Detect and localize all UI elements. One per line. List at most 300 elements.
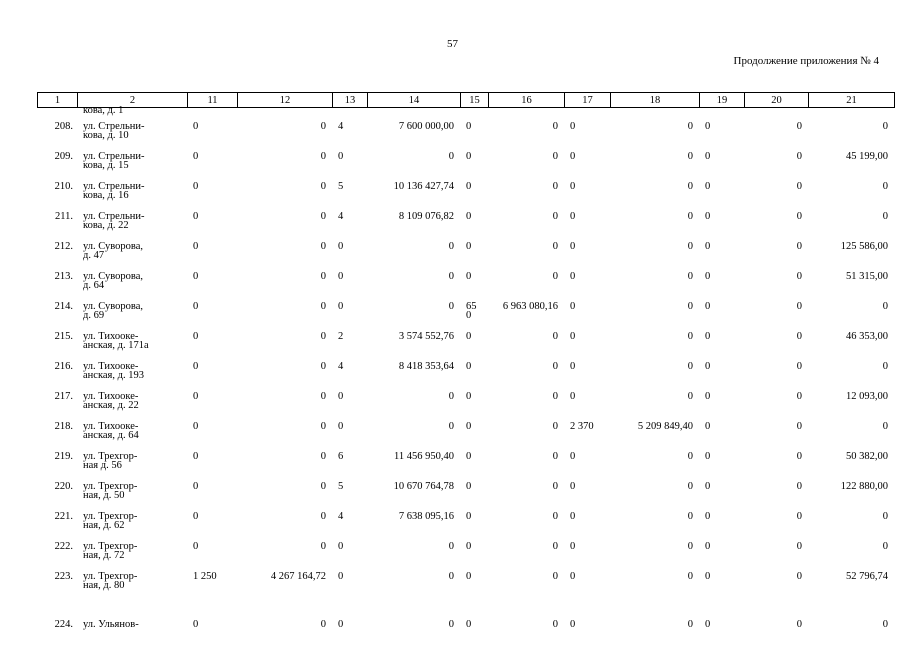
- cell-col-21: 0: [882, 181, 888, 192]
- address-line-2: анская, д. 171а: [83, 340, 149, 351]
- cell-col-15-line-1: 0: [466, 571, 472, 582]
- address-line-2: кова, д. 10: [83, 130, 129, 141]
- table-row: [37, 210, 894, 240]
- cell-col-15: [460, 618, 488, 648]
- cell-col-17: 0: [570, 361, 576, 372]
- cell-col-16: 0: [552, 451, 558, 462]
- cell-col-15: [460, 540, 488, 570]
- column-header: 21: [809, 93, 895, 108]
- cell-col-19: 0: [705, 361, 711, 372]
- cell-col-15-line-1: 0: [466, 181, 472, 192]
- cell-col-21: 0: [882, 211, 888, 222]
- cell-col-18: 0: [687, 241, 693, 252]
- cell-col-17: 2 370: [570, 421, 594, 432]
- table-row: [37, 618, 894, 648]
- cell-col-12: 0: [320, 211, 326, 222]
- cell-col-21: 52 796,74: [846, 571, 888, 582]
- cell-col-13: 0: [338, 151, 344, 162]
- row-number: 212.: [54, 241, 73, 252]
- column-header: 20: [745, 93, 809, 108]
- cell-col-16: 0: [552, 619, 558, 630]
- cell-col-12: 0: [320, 301, 326, 312]
- cell-col-17: 0: [570, 511, 576, 522]
- address-line-2: кова, д. 15: [83, 160, 129, 171]
- address-cell: [77, 570, 187, 618]
- cell-col-13: 0: [338, 421, 344, 432]
- cell-col-12: 0: [320, 241, 326, 252]
- address-cell: [77, 360, 187, 390]
- column-header: 14: [368, 93, 461, 108]
- cell-col-17: 0: [570, 241, 576, 252]
- cell-col-14: 10 670 764,78: [393, 481, 454, 492]
- cell-col-11: 0: [193, 481, 199, 492]
- cell-col-20: 0: [796, 271, 802, 282]
- cell-col-12: 0: [320, 181, 326, 192]
- cell-col-17: 0: [570, 481, 576, 492]
- cell-col-16: 0: [552, 271, 558, 282]
- cell-col-21: 0: [882, 421, 888, 432]
- address-line-1: ул. Тихооке-: [83, 391, 139, 402]
- cell-col-15-line-1: 0: [466, 241, 472, 252]
- cell-col-13: 4: [338, 121, 344, 132]
- cell-col-14: 3 574 552,76: [398, 331, 454, 342]
- column-header: 13: [333, 93, 368, 108]
- cell-col-15: [460, 300, 488, 330]
- cell-col-11: 0: [193, 241, 199, 252]
- cell-col-17: 0: [570, 541, 576, 552]
- cell-col-19: 0: [705, 421, 711, 432]
- cell-col-16: 0: [552, 211, 558, 222]
- table-row: [37, 390, 894, 420]
- cell-col-15: [460, 420, 488, 450]
- cell-col-14: 0: [448, 421, 454, 432]
- cell-col-11: 0: [193, 511, 199, 522]
- address-line-1: ул. Трехгор-: [83, 481, 138, 492]
- cell-col-17: 0: [570, 331, 576, 342]
- cell-col-11: 0: [193, 361, 199, 372]
- cell-col-21: 50 382,00: [846, 451, 888, 462]
- cell-col-18: 0: [687, 181, 693, 192]
- cell-col-11: 0: [193, 181, 199, 192]
- row-number: 218.: [54, 421, 73, 432]
- row-number: 223.: [54, 571, 73, 582]
- cell-col-15-line-2: 0: [466, 310, 472, 321]
- cell-col-15-line-1: 0: [466, 451, 472, 462]
- row-number: 213.: [54, 271, 73, 282]
- cell-col-20: 0: [796, 121, 802, 132]
- cell-col-14: 7 600 000,00: [398, 121, 454, 132]
- cell-col-12: 0: [320, 391, 326, 402]
- cell-col-20: 0: [796, 481, 802, 492]
- cell-col-18: 0: [687, 331, 693, 342]
- table-row: [37, 270, 894, 300]
- row-number: 209.: [54, 151, 73, 162]
- cell-col-16: 0: [552, 541, 558, 552]
- cell-col-14: 0: [448, 391, 454, 402]
- cell-col-17: 0: [570, 571, 576, 582]
- cell-col-14: 0: [448, 571, 454, 582]
- cell-col-13: 4: [338, 511, 344, 522]
- cell-col-18: 0: [687, 481, 693, 492]
- cell-col-14: 10 136 427,74: [393, 181, 454, 192]
- address-line-1: ул. Тихооке-: [83, 331, 139, 342]
- table-row: [37, 420, 894, 450]
- cell-col-11: 0: [193, 211, 199, 222]
- continuation-row: [37, 106, 894, 120]
- address-line-2: анская, д. 193: [83, 370, 144, 381]
- cell-col-11: 0: [193, 619, 199, 630]
- cell-col-21: 0: [882, 301, 888, 312]
- cell-col-13: 6: [338, 451, 344, 462]
- cell-col-11: 0: [193, 301, 199, 312]
- row-number: 221.: [54, 511, 73, 522]
- column-header: 2: [78, 93, 188, 108]
- cell-col-16: 0: [552, 331, 558, 342]
- cell-col-15: [460, 390, 488, 420]
- cell-col-15: [460, 180, 488, 210]
- cell-col-14: 0: [448, 241, 454, 252]
- cell-col-20: 0: [796, 541, 802, 552]
- cell-col-17: 0: [570, 181, 576, 192]
- cell-col-15-line-1: 0: [466, 511, 472, 522]
- cell-col-11: 0: [193, 151, 199, 162]
- cell-col-16: 0: [552, 241, 558, 252]
- cell-col-18: 0: [687, 301, 693, 312]
- address-line-2: анская, д. 64: [83, 430, 139, 441]
- cell-col-19: 0: [705, 511, 711, 522]
- cell-col-13: 0: [338, 619, 344, 630]
- cell-col-13: 0: [338, 241, 344, 252]
- cell-col-15: [460, 270, 488, 300]
- cell-col-21: 0: [882, 361, 888, 372]
- cell-col-13: 0: [338, 541, 344, 552]
- cell-col-17: 0: [570, 301, 576, 312]
- table-row: [37, 120, 894, 150]
- cell-col-13: 4: [338, 361, 344, 372]
- cell-col-12: 0: [320, 451, 326, 462]
- cell-col-19: 0: [705, 619, 711, 630]
- cell-col-15: [460, 330, 488, 360]
- cell-col-17: 0: [570, 619, 576, 630]
- table-row: [37, 480, 894, 510]
- column-header: 1: [38, 93, 78, 108]
- cell-col-15-line-1: 0: [466, 121, 472, 132]
- table-row: [37, 510, 894, 540]
- cell-col-14: 0: [448, 541, 454, 552]
- cell-col-20: 0: [796, 451, 802, 462]
- address-line-1: ул. Тихооке-: [83, 421, 139, 432]
- address-cell: [77, 210, 187, 240]
- address-line-2: д. 64: [83, 280, 105, 291]
- cell-col-16: 0: [552, 481, 558, 492]
- cell-col-19: 0: [705, 331, 711, 342]
- table-row: [37, 180, 894, 210]
- column-header: 16: [489, 93, 565, 108]
- cell-col-11: 0: [193, 331, 199, 342]
- address-line-1: ул. Трехгор-: [83, 451, 138, 462]
- continuation-text: кова, д. 1: [83, 105, 124, 116]
- cell-col-14: 8 418 353,64: [398, 361, 454, 372]
- cell-col-18: 0: [687, 271, 693, 282]
- cell-col-18: 0: [687, 151, 693, 162]
- cell-col-21: 46 353,00: [846, 331, 888, 342]
- cell-col-18: 0: [687, 571, 693, 582]
- cell-col-21: 122 880,00: [840, 481, 888, 492]
- cell-col-15-line-1: 0: [466, 619, 472, 630]
- cell-col-19: 0: [705, 451, 711, 462]
- cell-col-14: 7 638 095,16: [398, 511, 454, 522]
- cell-col-13: 2: [338, 331, 344, 342]
- address-line-2: д. 47: [83, 250, 105, 261]
- cell-col-16: 0: [552, 361, 558, 372]
- cell-col-21: 0: [882, 121, 888, 132]
- cell-col-21: 45 199,00: [846, 151, 888, 162]
- address-cell: [77, 390, 187, 420]
- cell-col-21: 0: [882, 541, 888, 552]
- cell-col-16: 0: [552, 421, 558, 432]
- row-number: 210.: [54, 181, 73, 192]
- address-line-2: ная, д. 80: [83, 580, 125, 591]
- cell-col-12: 0: [320, 331, 326, 342]
- table-row: [37, 300, 894, 330]
- row-number: 224.: [54, 619, 73, 630]
- cell-col-13: 0: [338, 571, 344, 582]
- address-line-1: ул. Суворова,: [83, 241, 144, 252]
- cell-col-15: [460, 150, 488, 180]
- cell-col-20: 0: [796, 391, 802, 402]
- address-line-2: ная, д. 62: [83, 520, 125, 531]
- column-header: 18: [611, 93, 700, 108]
- row-number: 217.: [54, 391, 73, 402]
- row-number: 215.: [54, 331, 73, 342]
- cell-col-18: 0: [687, 211, 693, 222]
- address-cell: [77, 240, 187, 270]
- address-cell: [77, 180, 187, 210]
- cell-col-11: 1 250: [193, 571, 217, 582]
- cell-col-18: 0: [687, 391, 693, 402]
- address-cell: [77, 270, 187, 300]
- cell-col-20: 0: [796, 331, 802, 342]
- address-line-2: кова, д. 16: [83, 190, 129, 201]
- address-line-1: ул. Суворова,: [83, 271, 144, 282]
- cell-col-16: 0: [552, 571, 558, 582]
- column-header: 11: [188, 93, 238, 108]
- cell-col-18: 0: [687, 541, 693, 552]
- cell-col-16: 0: [552, 181, 558, 192]
- cell-col-19: 0: [705, 571, 711, 582]
- cell-col-12: 0: [320, 619, 326, 630]
- cell-col-11: 0: [193, 121, 199, 132]
- cell-col-21: 12 093,00: [846, 391, 888, 402]
- cell-col-16: 0: [552, 391, 558, 402]
- cell-col-16: 0: [552, 511, 558, 522]
- cell-col-15-line-1: 65: [466, 301, 477, 312]
- cell-col-12: 0: [320, 151, 326, 162]
- cell-col-15: [460, 510, 488, 540]
- cell-col-17: 0: [570, 121, 576, 132]
- cell-col-18: 0: [687, 121, 693, 132]
- address-cell: [77, 450, 187, 480]
- address-line-2: кова, д. 22: [83, 220, 129, 231]
- cell-col-15-line-1: 0: [466, 361, 472, 372]
- cell-col-14: 0: [448, 619, 454, 630]
- cell-col-11: 0: [193, 391, 199, 402]
- cell-col-15: [460, 240, 488, 270]
- page-number: 57: [447, 38, 458, 50]
- cell-col-13: 4: [338, 211, 344, 222]
- cell-col-17: 0: [570, 271, 576, 282]
- cell-col-11: 0: [193, 271, 199, 282]
- cell-col-19: 0: [705, 541, 711, 552]
- table-row: [37, 150, 894, 180]
- cell-col-17: 0: [570, 151, 576, 162]
- address-line-2: ная д. 56: [83, 460, 122, 471]
- cell-col-15: [460, 360, 488, 390]
- cell-col-12: 0: [320, 361, 326, 372]
- cell-col-11: 0: [193, 541, 199, 552]
- cell-col-15: [460, 210, 488, 240]
- table-row: [37, 450, 894, 480]
- address-line-1: ул. Тихооке-: [83, 361, 139, 372]
- cell-col-12: 4 267 164,72: [270, 571, 326, 582]
- cell-col-15: [460, 570, 488, 618]
- cell-col-16: 6 963 080,16: [502, 301, 558, 312]
- column-header: 19: [700, 93, 745, 108]
- cell-col-19: 0: [705, 181, 711, 192]
- address-line-2: д. 69: [83, 310, 105, 321]
- cell-col-17: 0: [570, 451, 576, 462]
- cell-col-13: 0: [338, 301, 344, 312]
- address-line-1: ул. Стрельни-: [83, 121, 145, 132]
- cell-col-18: 0: [687, 619, 693, 630]
- cell-col-19: 0: [705, 271, 711, 282]
- address-cell: [77, 510, 187, 540]
- cell-col-15-line-1: 0: [466, 481, 472, 492]
- cell-col-20: 0: [796, 571, 802, 582]
- cell-col-14: 0: [448, 301, 454, 312]
- address-cell: [77, 420, 187, 450]
- table-row: [37, 360, 894, 390]
- address-line-1: ул. Суворова,: [83, 301, 144, 312]
- cell-col-15-line-1: 0: [466, 271, 472, 282]
- row-number: 219.: [54, 451, 73, 462]
- cell-col-21: 125 586,00: [840, 241, 888, 252]
- cell-col-15-line-1: 0: [466, 331, 472, 342]
- cell-col-16: 0: [552, 151, 558, 162]
- cell-col-18: 0: [687, 511, 693, 522]
- cell-col-21: 0: [882, 511, 888, 522]
- cell-col-21: 51 315,00: [846, 271, 888, 282]
- cell-col-19: 0: [705, 301, 711, 312]
- cell-col-15: [460, 450, 488, 480]
- address-cell: [77, 618, 187, 648]
- cell-col-12: 0: [320, 481, 326, 492]
- cell-col-12: 0: [320, 271, 326, 282]
- cell-col-19: 0: [705, 211, 711, 222]
- address-line-2: анская, д. 22: [83, 400, 139, 411]
- row-number: 222.: [54, 541, 73, 552]
- column-header: 12: [238, 93, 333, 108]
- address-line-1: ул. Трехгор-: [83, 541, 138, 552]
- table-row: [37, 240, 894, 270]
- cell-col-13: 0: [338, 391, 344, 402]
- cell-col-20: 0: [796, 151, 802, 162]
- cell-col-20: 0: [796, 181, 802, 192]
- cell-col-11: 0: [193, 451, 199, 462]
- cell-col-17: 0: [570, 211, 576, 222]
- cell-col-15-line-1: 0: [466, 541, 472, 552]
- table-row: [37, 540, 894, 570]
- address-line-1: ул. Стрельни-: [83, 181, 145, 192]
- table-row: [37, 330, 894, 360]
- address-line-1: ул. Трехгор-: [83, 511, 138, 522]
- cell-col-12: 0: [320, 511, 326, 522]
- row-number: 214.: [54, 301, 73, 312]
- cell-col-20: 0: [796, 211, 802, 222]
- column-header: 15: [461, 93, 489, 108]
- cell-col-13: 5: [338, 181, 344, 192]
- cell-col-18: 0: [687, 361, 693, 372]
- cell-col-15-line-1: 0: [466, 391, 472, 402]
- cell-col-16: 0: [552, 121, 558, 132]
- address-cell: [77, 540, 187, 570]
- cell-col-18: 5 209 849,40: [637, 421, 693, 432]
- address-line-1: ул. Стрельни-: [83, 151, 145, 162]
- cell-col-19: 0: [705, 241, 711, 252]
- table-row: [37, 570, 894, 618]
- cell-col-12: 0: [320, 421, 326, 432]
- cell-col-18: 0: [687, 451, 693, 462]
- cell-col-14: 0: [448, 151, 454, 162]
- cell-col-12: 0: [320, 541, 326, 552]
- cell-col-11: 0: [193, 421, 199, 432]
- row-number: 208.: [54, 121, 73, 132]
- cell-col-15-line-1: 0: [466, 151, 472, 162]
- row-number: 220.: [54, 481, 73, 492]
- cell-col-15-line-1: 0: [466, 421, 472, 432]
- address-line-1: ул. Ульянов-: [83, 619, 139, 630]
- cell-col-19: 0: [705, 151, 711, 162]
- address-line-1: ул. Стрельни-: [83, 211, 145, 222]
- cell-col-14: 11 456 950,40: [394, 451, 454, 462]
- cell-col-13: 0: [338, 271, 344, 282]
- cell-col-13: 5: [338, 481, 344, 492]
- address-cell: [77, 480, 187, 510]
- cell-col-14: 8 109 076,82: [398, 211, 454, 222]
- cell-col-19: 0: [705, 481, 711, 492]
- address-cell: [77, 120, 187, 150]
- address-line-2: ная, д. 72: [83, 550, 125, 561]
- cell-col-19: 0: [705, 121, 711, 132]
- cell-col-15: [460, 120, 488, 150]
- address-line-1: ул. Трехгор-: [83, 571, 138, 582]
- appendix-note: Продолжение приложения № 4: [733, 55, 879, 67]
- row-number: 216.: [54, 361, 73, 372]
- cell-col-20: 0: [796, 421, 802, 432]
- column-header: 17: [565, 93, 611, 108]
- cell-col-20: 0: [796, 361, 802, 372]
- cell-col-19: 0: [705, 391, 711, 402]
- cell-col-20: 0: [796, 619, 802, 630]
- cell-col-15-line-1: 0: [466, 211, 472, 222]
- cell-col-21: 0: [882, 619, 888, 630]
- address-cell: [77, 330, 187, 360]
- cell-col-14: 0: [448, 271, 454, 282]
- cell-col-20: 0: [796, 511, 802, 522]
- data-table: [37, 106, 894, 648]
- address-cell: [77, 150, 187, 180]
- cell-col-15: [460, 480, 488, 510]
